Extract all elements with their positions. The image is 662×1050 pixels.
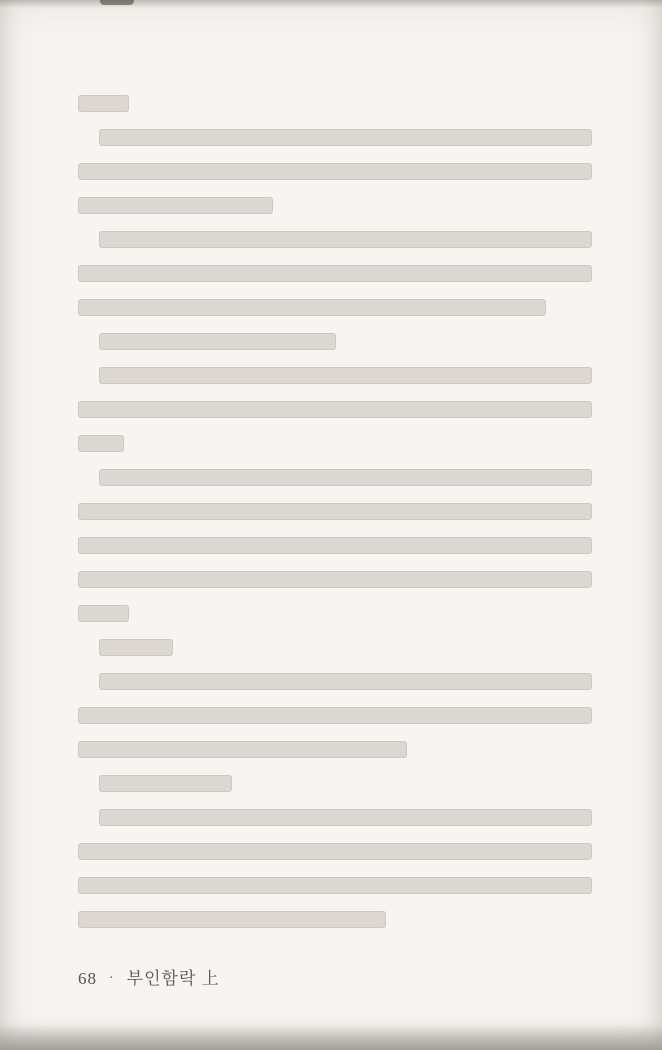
redaction-bar (99, 333, 336, 350)
redaction-bar (99, 639, 173, 656)
redacted-text-line (78, 664, 592, 698)
redacted-text-line (78, 460, 592, 494)
redacted-text-line (78, 222, 592, 256)
redaction-bar (78, 503, 592, 520)
redacted-text-line (78, 86, 592, 120)
redaction-bar (78, 605, 129, 622)
redaction-bar (78, 707, 592, 724)
footer-separator-dot: · (109, 971, 115, 986)
redacted-text-line (78, 698, 592, 732)
redaction-bar (78, 571, 592, 588)
redacted-text-line (78, 188, 592, 222)
redaction-bar (78, 435, 124, 452)
redacted-text-line (78, 290, 592, 324)
redacted-text-line (78, 766, 592, 800)
redaction-bar (78, 197, 273, 214)
page-footer (78, 964, 220, 989)
redaction-bar (99, 775, 232, 792)
redaction-bar (78, 537, 592, 554)
redaction-bar (78, 911, 386, 928)
redaction-bar (78, 843, 592, 860)
redaction-bar (78, 877, 592, 894)
redacted-text-line (78, 834, 592, 868)
redaction-bar (99, 469, 592, 486)
redacted-text-line (78, 494, 592, 528)
redaction-bar (78, 265, 592, 282)
scan-corner-artifact (100, 0, 134, 5)
redacted-text-line (78, 902, 592, 936)
redacted-text-line (78, 562, 592, 596)
redacted-text-line (78, 120, 592, 154)
redacted-text-line (78, 868, 592, 902)
body-text-redacted (78, 86, 592, 936)
redacted-text-line (78, 154, 592, 188)
scan-bottom-shadow (0, 1024, 662, 1050)
redacted-text-line (78, 528, 592, 562)
redaction-bar (99, 809, 592, 826)
redaction-bar (78, 163, 592, 180)
redaction-bar (78, 741, 407, 758)
book-title: 부인함락 上 (126, 969, 220, 988)
page-number: 68 (78, 969, 97, 988)
redacted-text-line (78, 630, 592, 664)
redacted-text-line (78, 426, 592, 460)
redacted-text-line (78, 392, 592, 426)
redacted-text-line (78, 596, 592, 630)
redaction-bar (78, 95, 129, 112)
redacted-text-line (78, 732, 592, 766)
redaction-bar (78, 401, 592, 418)
redaction-bar (78, 299, 546, 316)
redacted-text-line (78, 358, 592, 392)
redaction-bar (99, 129, 592, 146)
redacted-text-line (78, 800, 592, 834)
redaction-bar (99, 673, 592, 690)
redacted-text-line (78, 256, 592, 290)
redaction-bar (99, 367, 592, 384)
redaction-bar (99, 231, 592, 248)
redacted-text-line (78, 324, 592, 358)
